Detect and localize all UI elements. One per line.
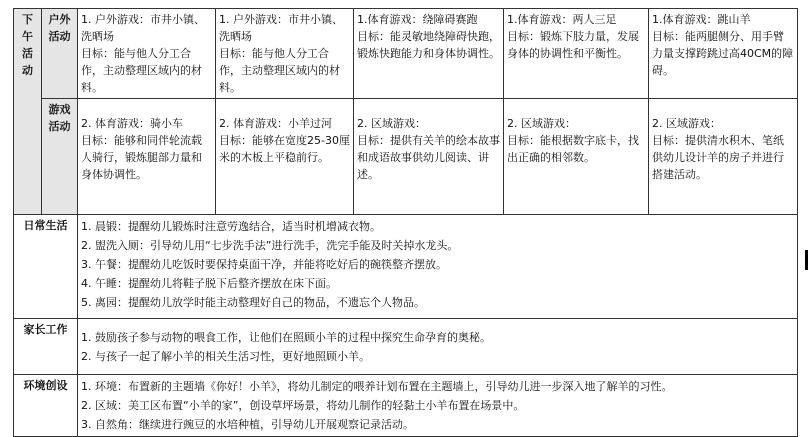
- activity-title: 2. 区域游戏：: [357, 117, 426, 130]
- list-item: 2. 盥洗入厕：引导幼儿用“七步洗手法”进行洗手，洗完手能及时关掉水龙头。: [81, 239, 459, 252]
- outdoor-activity-row: [14, 9, 798, 99]
- activity-goal: 目标：锻炼下肢力量，发展身体的协调性和平衡性。: [507, 30, 639, 60]
- outdoor-cell-2: [216, 9, 354, 99]
- daily-life-label: 日常生活: [14, 215, 78, 319]
- daily-life-row: [14, 215, 798, 319]
- game-cell-4: [504, 99, 649, 215]
- activity-goal: 目标：能根据数字底卡，找出正确的相邻数。: [507, 134, 639, 164]
- activity-goal: 目标：能与他人分工合作，主动整理区域内的材料。: [81, 47, 202, 94]
- outdoor-cell-3: [354, 9, 504, 99]
- activity-title: 2. 区域游戏：: [507, 117, 576, 130]
- game-cell-2: [216, 99, 354, 215]
- parent-work-label: 家长工作: [14, 319, 78, 375]
- list-item: 1. 鼓励孩子参与动物的喂食工作，让他们在照顾小羊的过程中探究生命孕育的奥秘。: [81, 330, 491, 344]
- activity-goal: 目标：能两腿侧分、用手臂力量支撑跨跳过高40CM的障碍。: [652, 30, 794, 77]
- game-cell-3: [354, 99, 504, 215]
- afternoon-label: 下 午 活 动: [14, 9, 42, 215]
- scroll-indicator[interactable]: [805, 250, 808, 270]
- activity-goal: 目标：提供清水积木、笔纸供幼儿设计羊的房子并进行搭建活动。: [652, 134, 784, 181]
- list-item: 1. 晨锻：提醒幼儿锻炼时注意劳逸结合，适当时机增减衣物。: [81, 220, 381, 233]
- environment-row: [14, 375, 798, 437]
- list-item: 2. 区域：美工区布置“小羊的家”，创设草坪场景，将幼儿制作的轻黏土小羊布置在场景中。: [81, 399, 525, 412]
- weekly-plan-table: [13, 8, 798, 437]
- outdoor-cell-4: [504, 9, 649, 99]
- activity-title: 1.体育游戏：绕障碍赛跑: [357, 13, 478, 26]
- activity-title: 1. 户外游戏：市井小镇、洗晒场: [219, 13, 343, 43]
- outdoor-activity-label: 户外 活动: [42, 9, 78, 99]
- activity-goal: 目标：提供有关羊的绘本故事和成语故事供幼儿阅读、讲述。: [357, 134, 500, 181]
- list-item: 3. 自然角：继续进行豌豆的水培种植，引导幼儿开展观察记录活动。: [81, 418, 414, 431]
- list-item: 3. 午餐：提醒幼儿吃饭时要保持桌面干净，并能将吃好后的碗筷整齐摆放。: [81, 258, 447, 271]
- activity-title: 2. 体育游戏：小羊过河: [219, 117, 332, 130]
- outdoor-cell-5: [649, 9, 798, 99]
- activity-title: 1.体育游戏：跳山羊: [652, 13, 751, 26]
- daily-life-content: [78, 215, 798, 319]
- activity-goal: 目标：能够和同伴轮流载人骑行，锻炼腿部力量和身体协调性。: [81, 134, 202, 181]
- parent-work-row: [14, 319, 798, 375]
- activity-title: 2. 体育游戏：骑小车: [81, 117, 183, 130]
- list-item: 5. 离园：提醒幼儿放学时能主动整理好自己的物品，不遗忘个人物品。: [81, 296, 425, 309]
- activity-goal: 目标：能灵敏地绕障碍快跑，锻炼快跑能力和身体协调性。: [357, 30, 500, 60]
- game-cell-1: [78, 99, 216, 215]
- game-cell-5: [649, 99, 798, 215]
- parent-work-content: [78, 319, 798, 375]
- environment-content: [78, 375, 798, 437]
- activity-title: 2. 区域游戏：: [652, 117, 721, 130]
- list-item: 1. 环境：布置新的主题墙《你好！小羊》，将幼儿制定的喂养计划布置在主题墙上，引导幼儿进一步深入地了解羊的习性。: [81, 380, 673, 393]
- game-activity-label: 游戏 活动: [42, 99, 78, 215]
- activity-title: 1. 户外游戏：市井小镇、洗晒场: [81, 13, 205, 43]
- activity-title: 1.体育游戏：两人三足: [507, 13, 617, 26]
- activity-goal: 目标：能与他人分工合作，主动整理区域内的材料。: [219, 47, 340, 94]
- game-activity-row: [14, 99, 798, 215]
- list-item: 4. 午睡：提醒幼儿将鞋子脱下后整齐摆放在床下面。: [81, 277, 337, 290]
- list-item: 2. 与孩子一起了解小羊的相关生活习性，更好地照顾小羊。: [81, 349, 370, 363]
- activity-goal: 目标：能够在宽度25-30厘米的木板上平稳前行。: [219, 134, 350, 164]
- outdoor-cell-1: [78, 9, 216, 99]
- environment-label: 环境创设: [14, 375, 78, 437]
